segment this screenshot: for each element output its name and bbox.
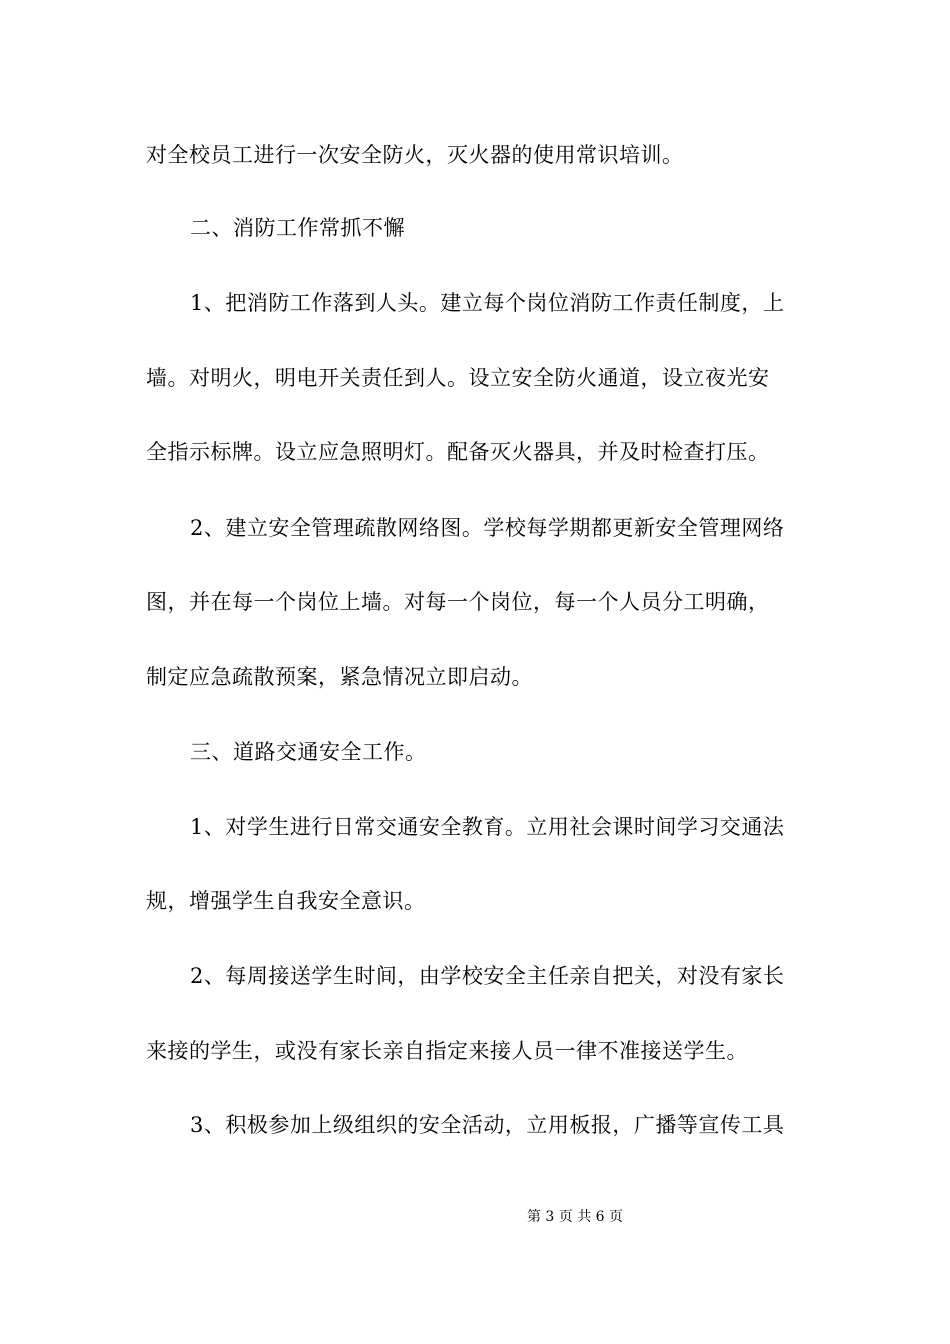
text-line: 3、积极参加上级组织的安全活动，立用板报，广播等宣传工具 <box>190 1113 785 1137</box>
text-line: 墙。对明火，明电开关责任到人。设立安全防火通道，设立夜光安 <box>146 366 770 390</box>
text-line: 图，并在每一个岗位上墙。对每一个岗位，每一个人员分工明确， <box>146 590 770 614</box>
text-line: 1、把消防工作落到人头。建立每个岗位消防工作责任制度，上 <box>190 291 785 315</box>
text-line: 来接的学生，或没有家长亲自指定来接人员一律不准接送学生。 <box>146 1039 748 1063</box>
text-line: 制定应急疏散预案，紧急情况立即启动。 <box>146 665 533 689</box>
section-heading: 三、道路交通安全工作。 <box>190 740 427 764</box>
text-line: 1、对学生进行日常交通安全教育。立用社会课时间学习交通法 <box>190 815 785 839</box>
text-line: 2、建立安全管理疏散网络图。学校每学期都更新安全管理网络 <box>190 516 785 540</box>
text-line: 规，增强学生自我安全意识。 <box>146 889 426 913</box>
text-line: 对全校员工进行一次安全防火，灭火器的使用常识培训。 <box>146 143 684 167</box>
section-heading: 二、消防工作常抓不懈 <box>190 216 405 240</box>
text-line: 全指示标牌。设立应急照明灯。配备灭火器具，并及时检查打压。 <box>146 440 770 464</box>
text-line: 2、每周接送学生时间，由学校安全主任亲自把关，对没有家长 <box>190 964 785 988</box>
page-number-footer: 第 3 页 共 6 页 <box>526 1209 624 1225</box>
